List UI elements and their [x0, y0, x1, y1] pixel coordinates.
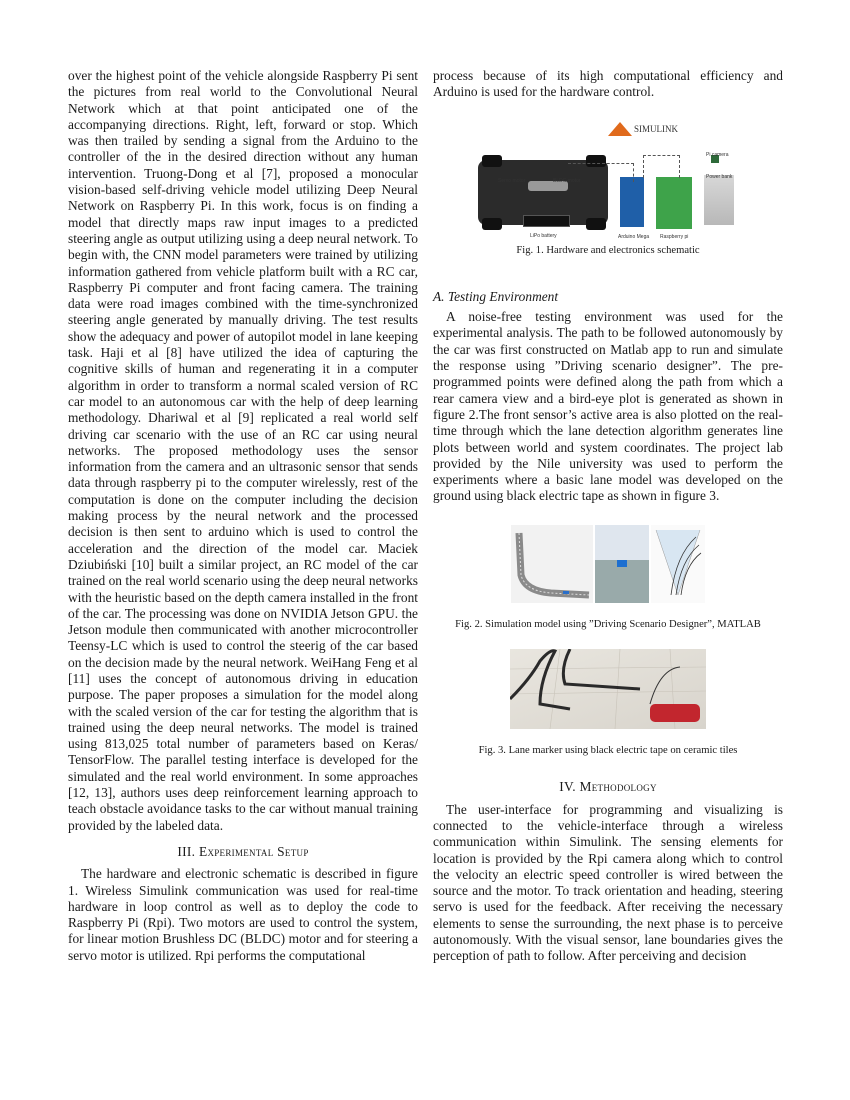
section-heading-experimental-setup [68, 844, 418, 860]
body-paragraph: A noise-free testing environment was used for the experimental analysis. The path to be followed autonomously by the car was first constructed on Matlab app to run and simulate the response using ”Driving scenario designer”. The pre-programmed points were defined along the path from which a rear camera view and a bird-eye plot is generated as shown in figure 2.The front sensor’s active area is also plotted on the real-time through which the lane detection algorithm generates line plots between world and system coordinates. The project lab provided by the Nile university was used to perform the experiments where a basic lane model was developed on the ground using black electric tape as shown in figure 3. [433, 309, 783, 504]
scenario-plot [511, 525, 593, 603]
figure-2 [433, 525, 783, 633]
simulation-model-image [511, 525, 705, 603]
logo-text: SIMULINK [634, 123, 678, 134]
label-lipo-battery: LiPo battery [530, 232, 557, 239]
label-raspberry-pi: Raspberry pi [660, 233, 689, 240]
label-servo-motor: Servo motor [498, 177, 526, 184]
section-heading-methodology [433, 779, 783, 795]
figure-1 [433, 115, 783, 259]
body-paragraph: The user-interface for programming and visualizing is connected to the vehicle-interface through a wireless communication within Simulink. The sensing elements for location is provided by the Rpi camera along which to control the velocity an electric speed controller is wired between the source and the motor. To track orientation and heading, steering servo is used for the feedback. After receiving the necessary elements to sense the surrounding, the next phase is to perceive autonomously. With the visual sensor, lane boundaries gives the perception of path to follow. After perceiving and decision [433, 801, 783, 964]
left-column [68, 68, 418, 964]
simulink-logo [608, 121, 678, 137]
label-arduino-mega: Arduino Mega [618, 233, 650, 240]
label-pi-camera: Pi camera [706, 151, 729, 158]
subsection-heading-testing-environment: A. Testing Environment [433, 288, 559, 304]
section-number: III. [177, 843, 196, 859]
body-paragraph: The hardware and electronic schematic is described in figure 1. Wireless Simulink communication was used for real-time hardware in loop control as well as to deploy the code to Raspberry Pi (Rpi). Two motors are used to control the system, for linear motion Brushless DC (BLDC) motor and for steering a servo motor is utilized. Rpi performs the computational [68, 866, 418, 963]
label-power-bank: Power bank [706, 173, 733, 180]
raspberry-pi [656, 177, 692, 229]
section-title: Methodology [579, 779, 657, 795]
lane-marker-photo [510, 649, 706, 729]
rear-camera-view [595, 525, 649, 603]
figure-3 [433, 649, 783, 759]
section-title: Experimental Setup [198, 843, 309, 859]
figure-2-caption: Fig. 2. Simulation model using ”Driving Scenario Designer”, MATLAB [455, 618, 761, 630]
bird-eye-plot [651, 525, 705, 603]
body-paragraph: over the highest point of the vehicle alongside Raspberry Pi sent the pictures from real world to the Convolutional Neural Network which at that point anticipated one of the accompanying directions. Right, left, forward or stop. Which was then trailed by sending a signal from the Arduino to the controller of the in the desired direction without any human intervention. Truong-Dong et al [7], proposed a monocular vision-based self-driving vehicle model utilizing Deep Neural Network on Raspberry Pi. In this work, focus is on finding a model that directly maps raw input images to a predicted steering angle as output utilizing using a deep neural network. To begin with, the CNN model parameters were trained by utilizing information gathered from vehicle platform built with a RC car, Raspberry Pi computer and front facing camera. The training data were road images combined with the time-synchronized steering angle generated by manually driving. The test results show the adequacy and power of autopilot model in lane keeping task. Haji et al [8] have utilized the idea of capturing the cognitive skills of human and regenerating it in a computer algorithm in order to transform a normal scaled version of RC car model to an autonomous car with the help of deep learning methodology. Dhariwal et al [9] replicated a real world self driving car scenario with the use of an RC car using neural networks. The proposed methodology uses the sensor information from the camera and an ultrasonic sensor that sends data through raspberry pi to the computer wirelessly, rest of the computation is done on the computer including the decision making process by the neural network and the processed decision is then sent to arduino which is used to control the acceleration and the direction of the model car. Maciek Dziubiński [10] built a similar project, an RC model of the car trained on the real world scenario using the deep neural networks with the heuristic based on the depth camera installed in the front of the car. The processing was done on NVIDIA Jetson GPU. the Jetson module then communicated with another microcontroller Teensy-LC which is used to control the steerig of the car based on the decision made by the neural network. WeiHang Feng et al [11] uses the concept of autonomous driving in education purpose. The paper proposes a simulation for the model along with the scaled version of the car for testing the algorithm that is trained using the deep neural networks. The model is trained using 813,025 total number of parameters based on Keras/ TensorFlow. The parallel testing interface is developed for the simulated and the real world environment. In some approaches [12, 13], authors uses deep reinforcement learning approach to teach obstacle avoidance tasks to the car without manual training provided by the labeled data. [68, 68, 418, 833]
figure-1-caption: Fig. 1. Hardware and electronics schematic [516, 244, 700, 256]
label-bldc-motor: BLDC motor [553, 177, 581, 184]
arduino-mega [620, 177, 644, 227]
figure-3-caption: Fig. 3. Lane marker using black electric tape on ceramic tiles [478, 745, 738, 757]
section-number: IV. [559, 779, 576, 795]
hardware-schematic-image [468, 115, 748, 240]
body-paragraph: process because of its high computational efficiency and Arduino is used for the hardware control. [433, 68, 783, 100]
right-column [433, 68, 783, 965]
